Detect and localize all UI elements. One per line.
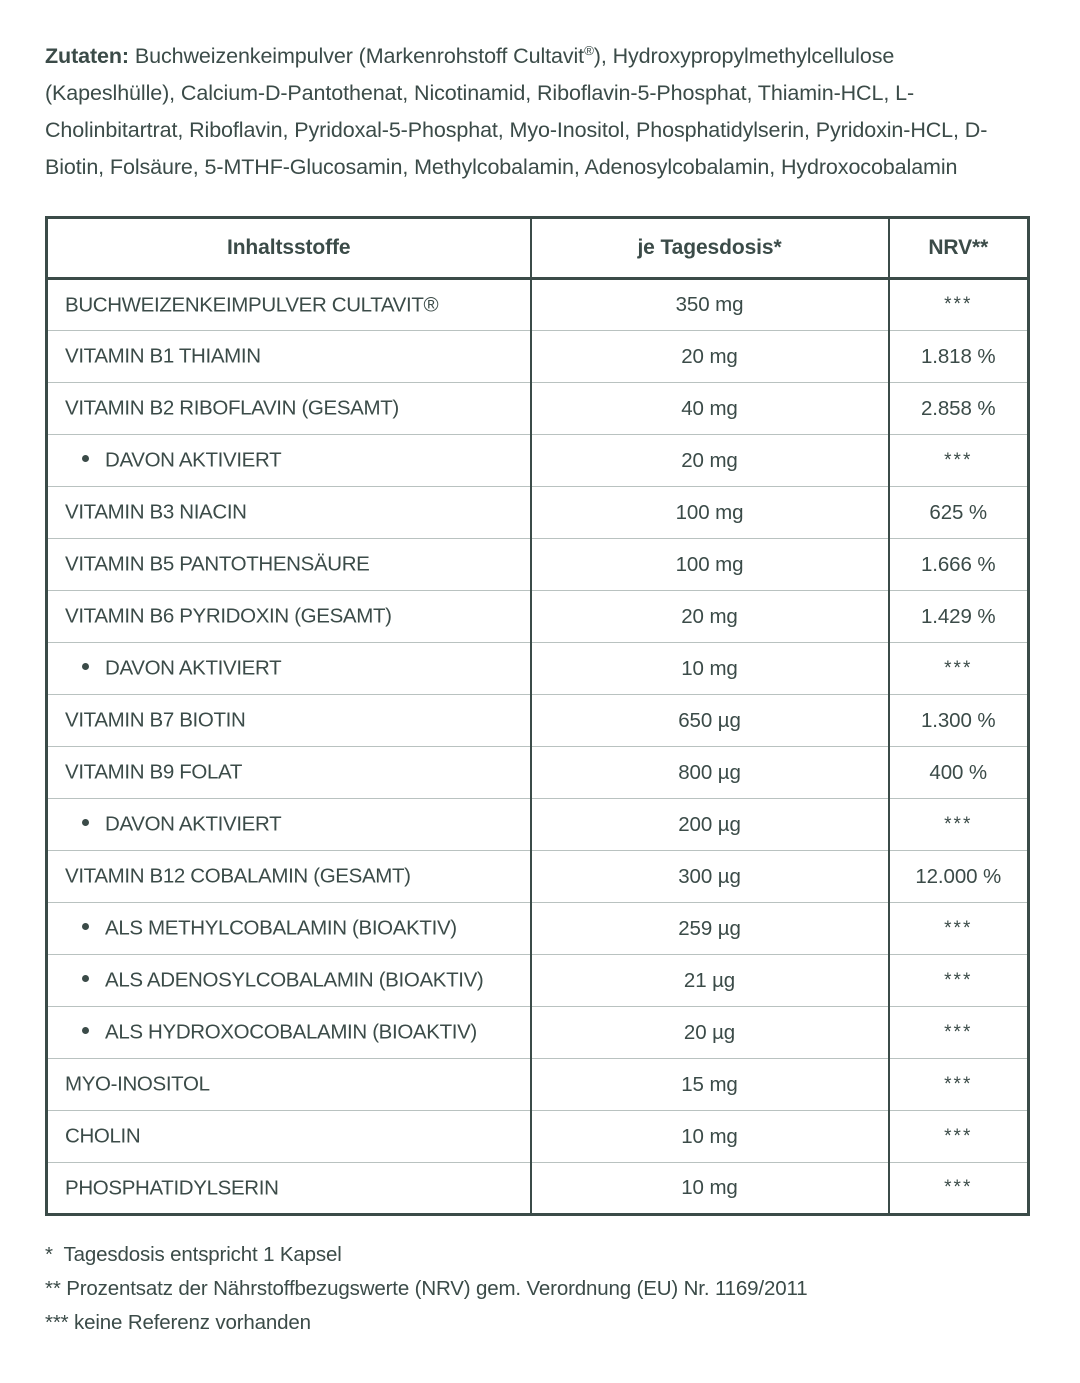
cell-daily-dose: 20 mg	[531, 435, 889, 487]
ingredient-label: BUCHWEIZENKEIMPULVER CULTAVIT®	[65, 293, 439, 317]
cell-ingredient-name	[47, 591, 531, 643]
cell-nrv-value: ***	[889, 435, 1029, 487]
table-row	[47, 487, 1029, 539]
ingredient-label: VITAMIN B6 PYRIDOXIN (GESAMT)	[65, 604, 392, 628]
table-row	[47, 331, 1029, 383]
table-row	[47, 539, 1029, 591]
cell-daily-dose: 20 mg	[531, 591, 889, 643]
cell-daily-dose: 15 mg	[531, 1059, 889, 1111]
cell-ingredient-name	[47, 1111, 531, 1163]
ingredient-label: VITAMIN B5 PANTOTHENSÄURE	[65, 552, 370, 576]
ingredient-label: DAVON AKTIVIERT	[105, 656, 282, 680]
table-row	[47, 383, 1029, 435]
cell-nrv-value: ***	[889, 1111, 1029, 1163]
footnote-line: ** Prozentsatz der Nährstoffbezugswerte (NRV) gem. Verordnung (EU) Nr. 1169/2011	[45, 1277, 808, 1300]
footnote-line: * Tagesdosis entspricht 1 Kapsel	[45, 1243, 342, 1266]
footnotes-block	[45, 1238, 1035, 1340]
cell-daily-dose: 21 µg	[531, 955, 889, 1007]
cell-daily-dose: 100 mg	[531, 539, 889, 591]
cell-ingredient-name	[47, 955, 531, 1007]
bullet-icon	[82, 1027, 89, 1034]
cell-nrv-value: 1.300 %	[889, 695, 1029, 747]
table-row	[47, 435, 1029, 487]
ingredient-label: ALS METHYLCOBALAMIN (BIOAKTIV)	[105, 916, 457, 940]
cell-nrv-value: 1.429 %	[889, 591, 1029, 643]
bullet-icon	[82, 923, 89, 930]
cell-nrv-value: 2.858 %	[889, 383, 1029, 435]
cell-nrv-value: ***	[889, 799, 1029, 851]
table-row	[47, 591, 1029, 643]
ingredient-label: VITAMIN B7 BIOTIN	[65, 708, 246, 732]
table-row	[47, 279, 1029, 331]
cell-nrv-value: ***	[889, 903, 1029, 955]
column-header-ingredient: Inhaltsstoffe	[47, 218, 531, 279]
cell-nrv-value: 12.000 %	[889, 851, 1029, 903]
ingredient-label: VITAMIN B2 RIBOFLAVIN (GESAMT)	[65, 396, 399, 420]
bullet-icon	[82, 455, 89, 462]
cell-nrv-value: 625 %	[889, 487, 1029, 539]
cell-ingredient-name	[47, 747, 531, 799]
cell-daily-dose: 10 mg	[531, 1111, 889, 1163]
ingredients-label: Zutaten:	[45, 44, 129, 68]
table-row	[47, 643, 1029, 695]
cell-ingredient-name	[47, 903, 531, 955]
bullet-icon	[82, 819, 89, 826]
cell-ingredient-name	[47, 487, 531, 539]
ingredient-label: CHOLIN	[65, 1124, 141, 1148]
cell-ingredient-name	[47, 1059, 531, 1111]
cell-ingredient-name	[47, 695, 531, 747]
ingredient-label: VITAMIN B1 THIAMIN	[65, 344, 261, 368]
cell-ingredient-name	[47, 331, 531, 383]
cell-nrv-value: ***	[889, 1059, 1029, 1111]
table-row	[47, 799, 1029, 851]
cell-ingredient-name	[47, 1163, 531, 1215]
cell-daily-dose: 10 mg	[531, 1163, 889, 1215]
cell-ingredient-name	[47, 383, 531, 435]
cell-daily-dose: 800 µg	[531, 747, 889, 799]
bullet-icon	[82, 975, 89, 982]
cell-nrv-value: ***	[889, 1163, 1029, 1215]
ingredient-label: VITAMIN B9 FOLAT	[65, 760, 243, 784]
cell-nrv-value: ***	[889, 643, 1029, 695]
table-row	[47, 1059, 1029, 1111]
cell-daily-dose: 650 µg	[531, 695, 889, 747]
cell-daily-dose: 300 µg	[531, 851, 889, 903]
cell-ingredient-name	[47, 1007, 531, 1059]
ingredient-label: DAVON AKTIVIERT	[105, 812, 282, 836]
cell-ingredient-name	[47, 799, 531, 851]
ingredient-label: DAVON AKTIVIERT	[105, 448, 282, 472]
column-header-nrv: NRV**	[889, 218, 1029, 279]
nutrition-table	[45, 216, 1030, 1216]
cell-daily-dose: 100 mg	[531, 487, 889, 539]
cell-nrv-value: 1.666 %	[889, 539, 1029, 591]
cell-daily-dose: 20 mg	[531, 331, 889, 383]
cell-daily-dose: 40 mg	[531, 383, 889, 435]
cell-ingredient-name	[47, 539, 531, 591]
table-row	[47, 851, 1029, 903]
table-row	[47, 1007, 1029, 1059]
ingredient-label: MYO-INOSITOL	[65, 1072, 210, 1096]
ingredient-label: VITAMIN B12 COBALAMIN (GESAMT)	[65, 864, 411, 888]
ingredient-label: VITAMIN B3 NIACIN	[65, 500, 247, 524]
cell-daily-dose: 10 mg	[531, 643, 889, 695]
ingredients-paragraph	[45, 38, 1005, 186]
cell-nrv-value: ***	[944, 294, 973, 315]
bullet-icon	[82, 663, 89, 670]
column-header-daily-dose: je Tagesdosis*	[531, 218, 889, 279]
ingredient-label: ALS ADENOSYLCOBALAMIN (BIOAKTIV)	[105, 968, 484, 992]
nutrition-table-body	[47, 279, 1029, 1215]
table-row	[47, 955, 1029, 1007]
table-row	[47, 903, 1029, 955]
table-row	[47, 747, 1029, 799]
nutrition-table-header	[47, 218, 1029, 279]
cell-ingredient-name	[47, 851, 531, 903]
table-row	[47, 1111, 1029, 1163]
cell-daily-dose: 20 µg	[531, 1007, 889, 1059]
ingredient-label: PHOSPHATIDYLSERIN	[65, 1176, 279, 1200]
table-row	[47, 1163, 1029, 1215]
cell-nrv-value: 1.818 %	[889, 331, 1029, 383]
table-header-row	[47, 218, 1029, 279]
registered-trademark-icon: ®	[584, 42, 594, 58]
cell-nrv-value: ***	[889, 1007, 1029, 1059]
ingredients-text-part-1: Buchweizenkeimpulver (Markenrohstoff Cultavit	[129, 44, 585, 68]
footnote-line: *** keine Referenz vorhanden	[45, 1311, 311, 1334]
cell-ingredient-name	[47, 279, 531, 331]
ingredients-text-part-2: ), Hydroxypropylmethylcellulose (Kapeslhülle), Calcium-D-Pantothenat, Nicotinamid, Riboflavin-5-Phosphat, Thiamin-HCL, L-Cholinbitartrat, Riboflavin, Pyridoxal-5-Phosphat, Myo-Inositol, Phosphatidylserin, Pyridoxin-HCL, D-Biotin, Folsäure, 5-MTHF-Glucosamin, Methylcobalamin, Adenosylcobalamin, Hydroxocobalamin	[45, 44, 988, 179]
cell-nrv-value: 400 %	[889, 747, 1029, 799]
ingredient-label: ALS HYDROXOCOBALAMIN (BIOAKTIV)	[105, 1020, 477, 1044]
cell-daily-dose: 200 µg	[531, 799, 889, 851]
cell-ingredient-name	[47, 643, 531, 695]
cell-daily-dose: 259 µg	[531, 903, 889, 955]
cell-ingredient-name	[47, 435, 531, 487]
cell-daily-dose: 350 mg	[531, 279, 889, 331]
cell-nrv-value: ***	[889, 955, 1029, 1007]
table-row	[47, 695, 1029, 747]
